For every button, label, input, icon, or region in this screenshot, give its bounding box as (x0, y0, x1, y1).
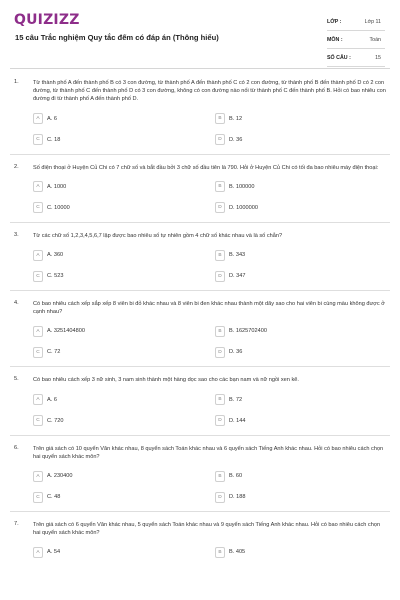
option-letter-badge: A (33, 250, 43, 261)
option-letter-badge: A (33, 326, 43, 337)
option-letter-badge: B (215, 471, 225, 482)
answer-option-c[interactable] (33, 491, 215, 503)
answer-option-a[interactable] (33, 249, 215, 261)
answer-option-c[interactable] (33, 202, 215, 214)
option-text: B. 343 (229, 252, 246, 259)
question-number: 5. (14, 376, 19, 383)
option-text: B. 12 (229, 115, 243, 122)
question-7 (0, 521, 400, 558)
answer-option-a[interactable] (33, 394, 215, 406)
option-text: C. 720 (47, 417, 64, 424)
meta-row-count (327, 49, 385, 67)
question-number: 4. (14, 300, 19, 307)
option-letter-badge: B (215, 326, 225, 337)
question-number: 6. (14, 444, 19, 451)
quizizz-logo: QUIZIZZ (14, 12, 80, 28)
question-number: 2. (14, 163, 19, 170)
answer-options (33, 249, 400, 282)
meta-row-class (327, 13, 385, 31)
question-text: Từ các chữ số 1,2,3,4,5,6,7 lập được bao nhiêu số tự nhiên gồm 4 chữ số khác nhau và là số chẵn? (33, 232, 283, 239)
meta-label: SỐ CÂU : (327, 54, 351, 61)
option-text: A. 6 (47, 396, 57, 403)
option-letter-badge: D (215, 134, 225, 145)
question-2 (0, 164, 400, 223)
option-text: A. 6 (47, 115, 57, 122)
option-text: B. 60 (229, 473, 243, 480)
option-letter-badge: C (33, 347, 43, 358)
option-text: D. 188 (229, 494, 246, 501)
answer-option-b[interactable] (215, 394, 367, 406)
option-letter-badge: A (33, 113, 43, 124)
option-letter-badge: C (33, 492, 43, 503)
question-text: Trên giá sách có 6 quyển Văn khác nhau, 5 quyển sách Toán khác nhau và 9 quyển sách Tiếng Anh khác nhau. Hỏi có bao nhiêu cách chọn hai quyển sách khác môn? (33, 522, 381, 537)
option-text: B. 405 (229, 549, 246, 556)
question-number: 3. (14, 231, 19, 238)
answer-option-a[interactable] (33, 325, 215, 337)
answer-options (33, 470, 400, 503)
option-letter-badge: C (33, 134, 43, 145)
question-number: 7. (14, 521, 19, 528)
answer-option-d[interactable] (215, 134, 367, 146)
option-text: D. 36 (229, 136, 243, 143)
meta-label: LỚP : (327, 18, 342, 25)
meta-value: Lớp 11 (364, 18, 381, 25)
option-letter-badge: A (33, 471, 43, 482)
answer-option-b[interactable] (215, 249, 367, 261)
question-list (0, 79, 400, 558)
answer-option-a[interactable] (33, 113, 215, 125)
option-text: A. 3251404800 (47, 328, 85, 335)
worksheet-header (0, 0, 400, 62)
option-text: C. 10000 (47, 204, 70, 211)
option-text: C. 72 (47, 349, 61, 356)
option-text: C. 48 (47, 494, 61, 501)
answer-options (33, 546, 400, 558)
answer-option-d[interactable] (215, 270, 367, 282)
option-letter-badge: A (33, 547, 43, 558)
question-text: Có bao nhiêu cách xếp 3 nữ sinh, 3 nam sinh thành một hàng dọc sao cho các bạn nam và nữ ngồi xen kẽ. (33, 377, 299, 384)
answer-option-d[interactable] (215, 202, 367, 214)
answer-option-c[interactable] (33, 346, 215, 358)
option-text: D. 144 (229, 417, 246, 424)
answer-options (33, 181, 400, 214)
option-letter-badge: A (33, 181, 43, 192)
option-letter-badge: B (215, 250, 225, 261)
answer-options (33, 113, 400, 146)
question-divider (10, 222, 390, 223)
option-letter-badge: D (215, 347, 225, 358)
question-divider (10, 290, 390, 291)
question-5 (0, 376, 400, 435)
answer-option-a[interactable] (33, 181, 215, 193)
option-letter-badge: B (215, 394, 225, 405)
question-divider (10, 366, 390, 367)
option-text: A. 360 (47, 252, 64, 259)
option-text: B. 1625702400 (229, 328, 267, 335)
question-divider (10, 511, 390, 512)
option-letter-badge: D (215, 271, 225, 282)
question-divider (10, 435, 390, 436)
question-text: Có bao nhiêu cách xếp sắp xếp 8 viên bi đỏ khác nhau và 8 viên bi đen khác nhau thành một dãy sao cho hai viên bi cùng màu không được ở cạnh nhau? (33, 301, 385, 316)
option-letter-badge: B (215, 113, 225, 124)
option-text: D. 1000000 (229, 204, 258, 211)
answer-option-d[interactable] (215, 491, 367, 503)
option-text: C. 18 (47, 136, 61, 143)
question-text: Từ thành phố A đến thành phố B có 3 con đường, từ thành phố A đến thành phố C có 2 con đường, từ thành phố B đến thành phố D có 2 con đường, từ thành phố C đến thành phố D có 3 con đường, không có con đường nào nối từ thành phố C đến thành phố B. Hỏi có bao nhiêu con đường đi từ thành phố A đến thành phố D. (33, 80, 386, 103)
option-letter-badge: D (215, 492, 225, 503)
option-text: A. 54 (47, 549, 61, 556)
option-letter-badge: B (215, 547, 225, 558)
answer-option-b[interactable] (215, 325, 367, 337)
question-text: Trên giá sách có 10 quyển Văn khác nhau, 8 quyển sách Toán khác nhau và 6 quyển sách Tiếng Anh khác nhau. Hỏi có bao nhiêu cách chọn hai quyển sách khác môn? (33, 445, 384, 460)
option-text: D. 347 (229, 273, 246, 280)
option-letter-badge: D (215, 415, 225, 426)
option-text: B. 100000 (229, 183, 255, 190)
question-text: Số điện thoại ở Huyện Củ Chi có 7 chữ số và bắt đầu bởi 3 chữ số đầu tiên là 790. Hỏi ở Huyện Củ Chi có tối đa bao nhiêu máy điện thoại: (33, 164, 379, 171)
option-letter-badge: C (33, 202, 43, 213)
meta-row-subject (327, 31, 385, 49)
question-divider (10, 154, 390, 155)
question-4 (0, 300, 400, 367)
question-1 (0, 79, 400, 155)
option-letter-badge: B (215, 181, 225, 192)
question-3 (0, 232, 400, 291)
meta-value: Toán (369, 36, 381, 43)
answer-options (33, 394, 400, 427)
question-6 (0, 445, 400, 512)
answer-option-a[interactable] (33, 470, 215, 482)
answer-option-c[interactable] (33, 270, 215, 282)
answer-option-d[interactable] (215, 346, 367, 358)
option-letter-badge: A (33, 394, 43, 405)
meta-value: 15 (375, 54, 381, 61)
option-letter-badge: D (215, 202, 225, 213)
answer-option-b[interactable] (215, 470, 367, 482)
answer-option-d[interactable] (215, 415, 367, 427)
answer-option-b[interactable] (215, 181, 367, 193)
worksheet-meta (327, 13, 385, 67)
header-divider (10, 68, 390, 69)
worksheet-title: 15 câu Trắc nghiệm Quy tắc đếm có đáp án (Thông hiểu) (15, 33, 219, 42)
answer-option-c[interactable] (33, 415, 215, 427)
answer-option-b[interactable] (215, 113, 367, 125)
question-number: 1. (14, 79, 19, 85)
answer-option-a[interactable] (33, 546, 215, 558)
option-text: B. 72 (229, 396, 243, 403)
answer-option-b[interactable] (215, 546, 367, 558)
answer-option-c[interactable] (33, 134, 215, 146)
meta-label: MÔN : (327, 36, 343, 43)
option-text: C. 523 (47, 273, 64, 280)
option-text: A. 1000 (47, 183, 67, 190)
option-letter-badge: C (33, 415, 43, 426)
option-letter-badge: C (33, 271, 43, 282)
option-text: D. 36 (229, 349, 243, 356)
answer-options (33, 325, 400, 358)
option-text: A. 230400 (47, 473, 73, 480)
